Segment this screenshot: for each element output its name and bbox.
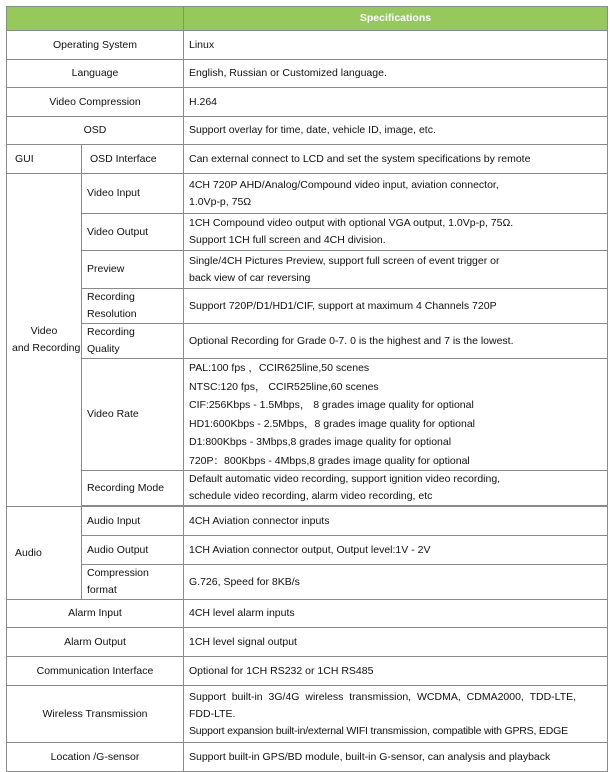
row-label-language: Language — [7, 60, 184, 88]
group-label-line: Video — [30, 325, 58, 337]
row-label-communication-interface: Communication Interface — [7, 657, 184, 686]
row-label-video-input: Video Input — [82, 174, 184, 214]
row-value-operating-system: Linux — [184, 31, 608, 60]
row-value-alarm-input: 4CH level alarm inputs — [184, 600, 608, 628]
table-row — [7, 565, 608, 600]
row-label-video-output: Video Output — [82, 214, 184, 251]
row-label-alarm-output: Alarm Output — [7, 628, 184, 657]
row-value-recording-quality: Optional Recording for Grade 0-7. 0 is the highest and 7 is the lowest. — [184, 324, 608, 359]
row-label-audio-output: Audio Output — [82, 536, 184, 565]
row-value-recording-mode: Default automatic video recording, support ignition video recording, schedule video recording, alarm video recording, etc — [184, 471, 608, 506]
table-row — [7, 471, 608, 506]
row-label-location-g-sensor: Location /G-sensor — [7, 743, 184, 772]
table-row — [7, 359, 608, 471]
table-row — [7, 31, 608, 60]
row-label-operating-system: Operating System — [7, 31, 184, 60]
table-row — [7, 88, 608, 117]
table-row — [7, 657, 608, 686]
row-label-audio-input: Audio Input — [82, 507, 184, 536]
group-label-video-recording — [7, 174, 82, 507]
table-row — [7, 743, 608, 772]
table-row — [7, 174, 608, 214]
table-row — [7, 117, 608, 145]
row-value-preview: Single/4CH Pictures Preview, support full screen of event trigger or back view of car reversing — [184, 251, 608, 289]
row-value-audio-input: 4CH Aviation connector inputs — [184, 507, 608, 536]
row-value-video-compression: H.264 — [184, 88, 608, 117]
table-row — [7, 686, 608, 743]
table-row — [7, 60, 608, 88]
row-label-video-rate: Video Rate — [82, 359, 184, 471]
row-label-recording-quality: Recording Quality — [82, 324, 184, 359]
table-row — [7, 536, 608, 565]
row-label-compression-format: Compression format — [82, 565, 184, 600]
specifications-table — [6, 6, 608, 772]
row-value-alarm-output: 1CH level signal output — [184, 628, 608, 657]
table-row — [7, 600, 608, 628]
row-label-video-compression: Video Compression — [7, 88, 184, 117]
row-value-audio-output: 1CH Aviation connector output, Output level:1V - 2V — [184, 536, 608, 565]
table-row — [7, 324, 608, 359]
row-value-recording-resolution: Support 720P/D1/HD1/CIF, support at maximum 4 Channels 720P — [184, 289, 608, 324]
group-label-gui: GUI — [7, 145, 82, 174]
header-row — [7, 7, 608, 31]
table-row — [7, 507, 608, 536]
row-value-video-rate: PAL:100 fps ，CCIR625line,50 scenes NTSC:120 fps， CCIR525line,60 scenes CIF:256Kbps - 1.5Mbps， 8 grades image quality for optional HD1:600Kbps - 2.5Mbps，8 grades image quality for optional D1:800Kbps - 3Mbps,8 grades image quality for optional 720P：800Kbps - 4Mbps,8 grades image quality for optional — [184, 359, 608, 471]
row-label-alarm-input: Alarm Input — [7, 600, 184, 628]
row-value-osd: Support overlay for time, date, vehicle ID, image, etc. — [184, 117, 608, 145]
row-value-compression-format: G.726, Speed for 8KB/s — [184, 565, 608, 600]
row-value-video-input: 4CH 720P AHD/Analog/Compound video input, aviation connector, 1.0Vp-p, 75Ω — [184, 174, 608, 214]
group-label-line: and Recording — [12, 342, 81, 354]
table-row — [7, 628, 608, 657]
header-title: Specifications — [184, 7, 608, 31]
row-value-language: English, Russian or Customized language. — [184, 60, 608, 88]
header-blank-cell — [7, 7, 184, 31]
row-value-communication-interface: Optional for 1CH RS232 or 1CH RS485 — [184, 657, 608, 686]
row-value-osd-interface: Can external connect to LCD and set the system specifications by remote — [184, 145, 608, 174]
row-label-recording-mode: Recording Mode — [82, 471, 184, 506]
row-label-wireless-transmission: Wireless Transmission — [7, 686, 184, 743]
row-label-recording-resolution: Recording Resolution — [82, 289, 184, 324]
row-value-location-g-sensor: Support built-in GPS/BD module, built-in G-sensor, can analysis and playback — [184, 743, 608, 772]
row-label-osd-interface: OSD Interface — [82, 145, 184, 174]
table-row — [7, 214, 608, 251]
row-value-wireless-transmission: Support built-in 3G/4G wireless transmission, WCDMA, CDMA2000, TDD-LTE, FDD-LTE. Support expansion built-in/external WIFI transmission, compatible with GPRS, EDGE — [184, 686, 608, 743]
table-row — [7, 289, 608, 324]
row-label-osd: OSD — [7, 117, 184, 145]
table-row — [7, 145, 608, 174]
row-label-preview: Preview — [82, 251, 184, 289]
table-row — [7, 251, 608, 289]
group-label-audio: Audio — [7, 507, 82, 600]
row-value-video-output: 1CH Compound video output with optional VGA output, 1.0Vp-p, 75Ω. Support 1CH full screen and 4CH division. — [184, 214, 608, 251]
